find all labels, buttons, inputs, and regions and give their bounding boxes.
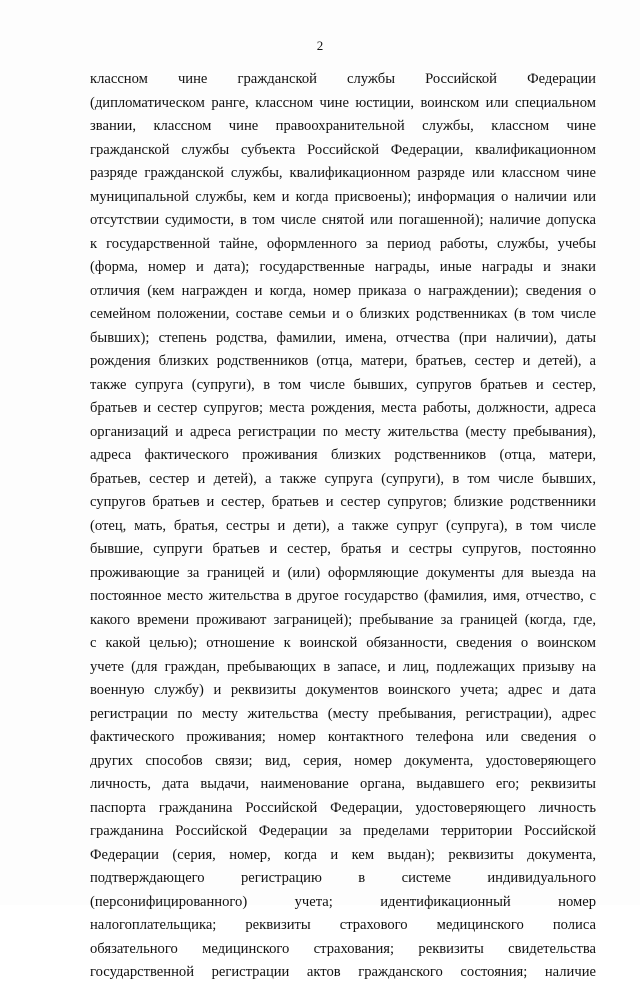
text-line: налогоплательщика; реквизиты страхового медицинского полиса bbox=[90, 917, 596, 933]
text-line: государственной регистрации актов гражданского состояния; наличие bbox=[90, 964, 596, 980]
text-line: проживающие за границей и (или) оформляющие документы для выезда на bbox=[90, 564, 596, 581]
text-line: адреса фактического проживания близких родственников (отца, матери, bbox=[90, 447, 596, 463]
text-line: братьев и сестер супругов; места рождения, места работы, должности, адреса bbox=[90, 400, 596, 416]
text-line: постоянное место жительства в другое государство (фамилия, имя, отчество, с bbox=[90, 588, 596, 604]
text-line: какого времени проживают заграницей); пребывание за границей (когда, где, bbox=[90, 611, 596, 628]
text-line: к государственной тайне, оформленного за период работы, службы, учебы bbox=[90, 235, 596, 252]
text-line: гражданина Российской Федерации за пределами территории Российской bbox=[90, 823, 596, 839]
body-text bbox=[90, 68, 596, 985]
page-number: 2 bbox=[316, 38, 324, 53]
text-line: гражданской службы субъекта Российской Федерации, квалификационном bbox=[90, 141, 596, 158]
text-line: личность, дата выдачи, наименование органа, выдавшего его; реквизиты bbox=[90, 776, 596, 792]
text-line: также супруга (супруги), в том числе бывших, супругов братьев и сестер, bbox=[90, 376, 596, 393]
text-line: (дипломатическом ранге, классном чине юстиции, воинском или специальном bbox=[90, 94, 596, 111]
text-line: бывших); степень родства, фамилии, имена, отчества (при наличии), даты bbox=[90, 329, 596, 346]
text-line: звании, классном чине правоохранительной службы, классном чине bbox=[90, 118, 596, 134]
text-line: подтверждающего регистрацию в системе индивидуального bbox=[90, 870, 596, 886]
text-line: муниципальной службы, кем и когда присвоены); информация о наличии или bbox=[90, 188, 596, 205]
text-line: паспорта гражданина Российской Федерации, удостоверяющего личность bbox=[90, 799, 596, 816]
text-line: обязательного медицинского страхования; реквизиты свидетельства bbox=[90, 940, 596, 957]
text-line: (персонифицированного) учета; идентификационный номер bbox=[90, 893, 596, 910]
text-line: регистрации по месту жительства (месту пребывания, регистрации), адрес bbox=[90, 705, 596, 722]
text-line: разряде гражданской службы, квалификационном разряде или классном чине bbox=[90, 165, 596, 181]
text-line: учете (для граждан, пребывающих в запасе, и лиц, подлежащих призыву на bbox=[90, 658, 596, 675]
text-line: других способов связи; вид, серия, номер документа, удостоверяющего bbox=[90, 752, 596, 769]
text-line: семейном положении, составе семьи и о близких родственниках (в том числе bbox=[90, 306, 596, 322]
text-line: (форма, номер и дата); государственные награды, иные награды и знаки bbox=[90, 259, 596, 275]
text-line: военную службу) и реквизиты документов воинского учета; адрес и дата bbox=[90, 682, 596, 698]
text-line: Федерации (серия, номер, когда и кем выдан); реквизиты документа, bbox=[90, 846, 596, 863]
text-line: классном чине гражданской службы Российской Федерации bbox=[90, 71, 596, 87]
text-line: с какой целью); отношение к воинской обязанности, сведения о воинском bbox=[90, 635, 596, 651]
text-line: супругов братьев и сестер, братьев и сестер супругов; близкие родственники bbox=[90, 494, 596, 510]
text-line: бывшие, супруги братьев и сестер, братья и сестры супругов, постоянно bbox=[90, 541, 596, 557]
text-line: отличия (кем награжден и когда, номер приказа о награждении); сведения о bbox=[90, 282, 596, 299]
text-line: отсутствии судимости, в том числе снятой или погашенной); наличие допуска bbox=[90, 212, 596, 228]
text-line: фактического проживания; номер контактного телефона или сведения о bbox=[90, 729, 596, 745]
text-line: (отец, мать, братья, сестры и дети), а также супруг (супруга), в том числе bbox=[90, 517, 596, 534]
text-line: рождения близких родственников (отца, матери, братьев, сестер и детей), а bbox=[90, 353, 596, 369]
text-line: организаций и адреса регистрации по месту жительства (месту пребывания), bbox=[90, 423, 596, 440]
text-line: братьев, сестер и детей), а также супруга (супруги), в том числе бывших, bbox=[90, 470, 596, 487]
